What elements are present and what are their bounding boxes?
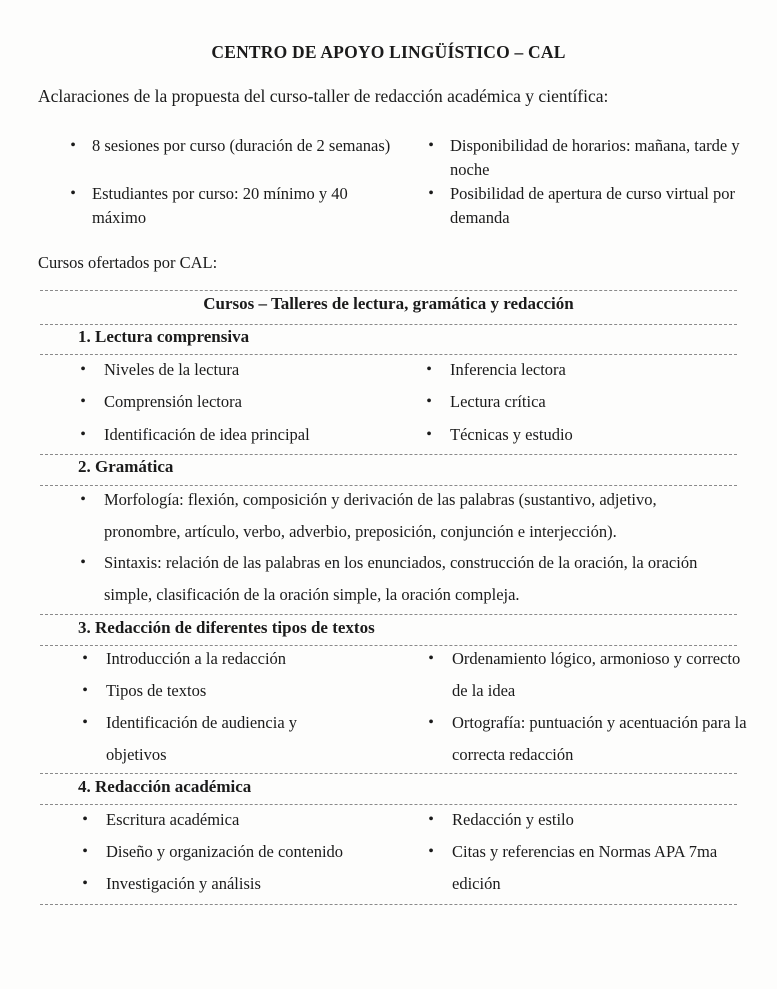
- section-title: Redacción académica: [95, 777, 252, 796]
- bullet-icon: •: [82, 650, 88, 667]
- list-item-text: Morfología: flexión, composición y derivación de las palabras (sustantivo, adjetivo, pronombre, artículo, verbo, adverbio, preposición, conjunción e interjección).: [104, 490, 657, 541]
- list-item: [424, 804, 574, 836]
- bullet-icon: •: [82, 714, 88, 731]
- list-item-text: Ordenamiento lógico, armonioso y correcto de la idea: [452, 649, 741, 700]
- list-item-text: Inferencia lectora: [450, 360, 566, 379]
- section-heading: [78, 777, 251, 797]
- bullet-icon: •: [428, 650, 434, 667]
- bullet-icon: •: [426, 426, 432, 443]
- list-item: [78, 643, 286, 675]
- bullet-icon: •: [80, 426, 86, 443]
- divider: [40, 454, 737, 455]
- list-item-text: Estudiantes por curso: 20 mínimo y 40 máximo: [92, 184, 348, 227]
- list-item-text: Tipos de textos: [106, 681, 207, 700]
- list-item: [422, 354, 566, 386]
- bullet-icon: •: [70, 137, 76, 154]
- list-item-text: Citas y referencias en Normas APA 7ma edición: [452, 842, 718, 893]
- list-item-text: Diseño y organización de contenido: [106, 842, 344, 861]
- list-item: [78, 868, 261, 900]
- list-item: [422, 386, 546, 418]
- list-item: [76, 386, 242, 418]
- bullet-icon: •: [426, 393, 432, 410]
- bullet-icon: •: [80, 361, 86, 378]
- list-item-text: Identificación de idea principal: [104, 425, 310, 444]
- list-item: [78, 707, 346, 771]
- bullet-icon: •: [428, 185, 434, 202]
- list-item-text: Escritura académica: [106, 810, 240, 829]
- section-heading: [78, 618, 375, 638]
- bullet-icon: •: [428, 811, 434, 828]
- bullet-icon: •: [82, 843, 88, 860]
- list-item: [424, 643, 742, 707]
- section-heading: [78, 457, 173, 477]
- bullet-icon: •: [428, 137, 434, 154]
- list-item: [424, 836, 752, 900]
- list-item-text: Ortografía: puntuación y acentuación para la correcta redacción: [452, 713, 747, 764]
- list-item-text: Introducción a la redacción: [106, 649, 287, 668]
- section-heading: [78, 327, 249, 347]
- list-item-text: Identificación de audiencia y objetivos: [106, 713, 298, 764]
- section-number: 1.: [78, 327, 91, 346]
- list-item-text: 8 sesiones por curso (duración de 2 semanas): [92, 136, 391, 155]
- list-item: [78, 804, 239, 836]
- section-title: Redacción de diferentes tipos de textos: [95, 618, 375, 637]
- offered-label: Cursos ofertados por CAL:: [38, 253, 218, 272]
- bullet-icon: •: [82, 811, 88, 828]
- list-item: [76, 484, 736, 548]
- list-item: [422, 419, 573, 451]
- list-item-text: Comprensión lectora: [104, 392, 242, 411]
- bullet-icon: •: [82, 875, 88, 892]
- list-item: [78, 675, 206, 707]
- bullet-icon: •: [428, 714, 434, 731]
- section-number: 2.: [78, 457, 91, 476]
- list-item-text: Sintaxis: relación de las palabras en los enunciados, construcción de la oración, la oración simple, clasificación de la oración simple, la oración compleja.: [104, 553, 698, 604]
- list-item: [424, 707, 752, 771]
- bullet-icon: •: [80, 491, 86, 508]
- table-title: Cursos – Talleres de lectura, gramática y redacción: [203, 294, 574, 313]
- bullet-icon: •: [426, 361, 432, 378]
- list-item: [76, 547, 736, 611]
- list-item: [76, 354, 239, 386]
- bullet-icon: •: [70, 185, 76, 202]
- list-item-text: Disponibilidad de horarios: mañana, tarde y noche: [450, 136, 740, 179]
- bullet-icon: •: [82, 682, 88, 699]
- bullet-icon: •: [80, 393, 86, 410]
- list-item-text: Lectura crítica: [450, 392, 546, 411]
- list-item-text: Redacción y estilo: [452, 810, 574, 829]
- intro-text: Aclaraciones de la propuesta del curso-taller de redacción académica y científica:: [38, 86, 609, 106]
- list-item: [66, 134, 392, 158]
- divider: [40, 773, 737, 774]
- divider: [40, 614, 737, 615]
- list-item: [66, 182, 392, 230]
- section-title: Gramática: [95, 457, 174, 476]
- divider: [40, 290, 737, 291]
- list-item: [76, 419, 310, 451]
- divider: [40, 904, 737, 905]
- list-item: [424, 182, 740, 230]
- divider: [40, 324, 737, 325]
- section-title: Lectura comprensiva: [95, 327, 250, 346]
- list-item: [78, 836, 343, 868]
- section-number: 3.: [78, 618, 91, 637]
- list-item-text: Investigación y análisis: [106, 874, 261, 893]
- list-item: [424, 134, 740, 182]
- section-number: 4.: [78, 777, 91, 796]
- list-item-text: Niveles de la lectura: [104, 360, 240, 379]
- bullet-icon: •: [428, 843, 434, 860]
- page-title: CENTRO DE APOYO LINGÜÍSTICO – CAL: [211, 42, 566, 62]
- list-item-text: Técnicas y estudio: [450, 425, 573, 444]
- bullet-icon: •: [80, 554, 86, 571]
- list-item-text: Posibilidad de apertura de curso virtual por demanda: [450, 184, 736, 227]
